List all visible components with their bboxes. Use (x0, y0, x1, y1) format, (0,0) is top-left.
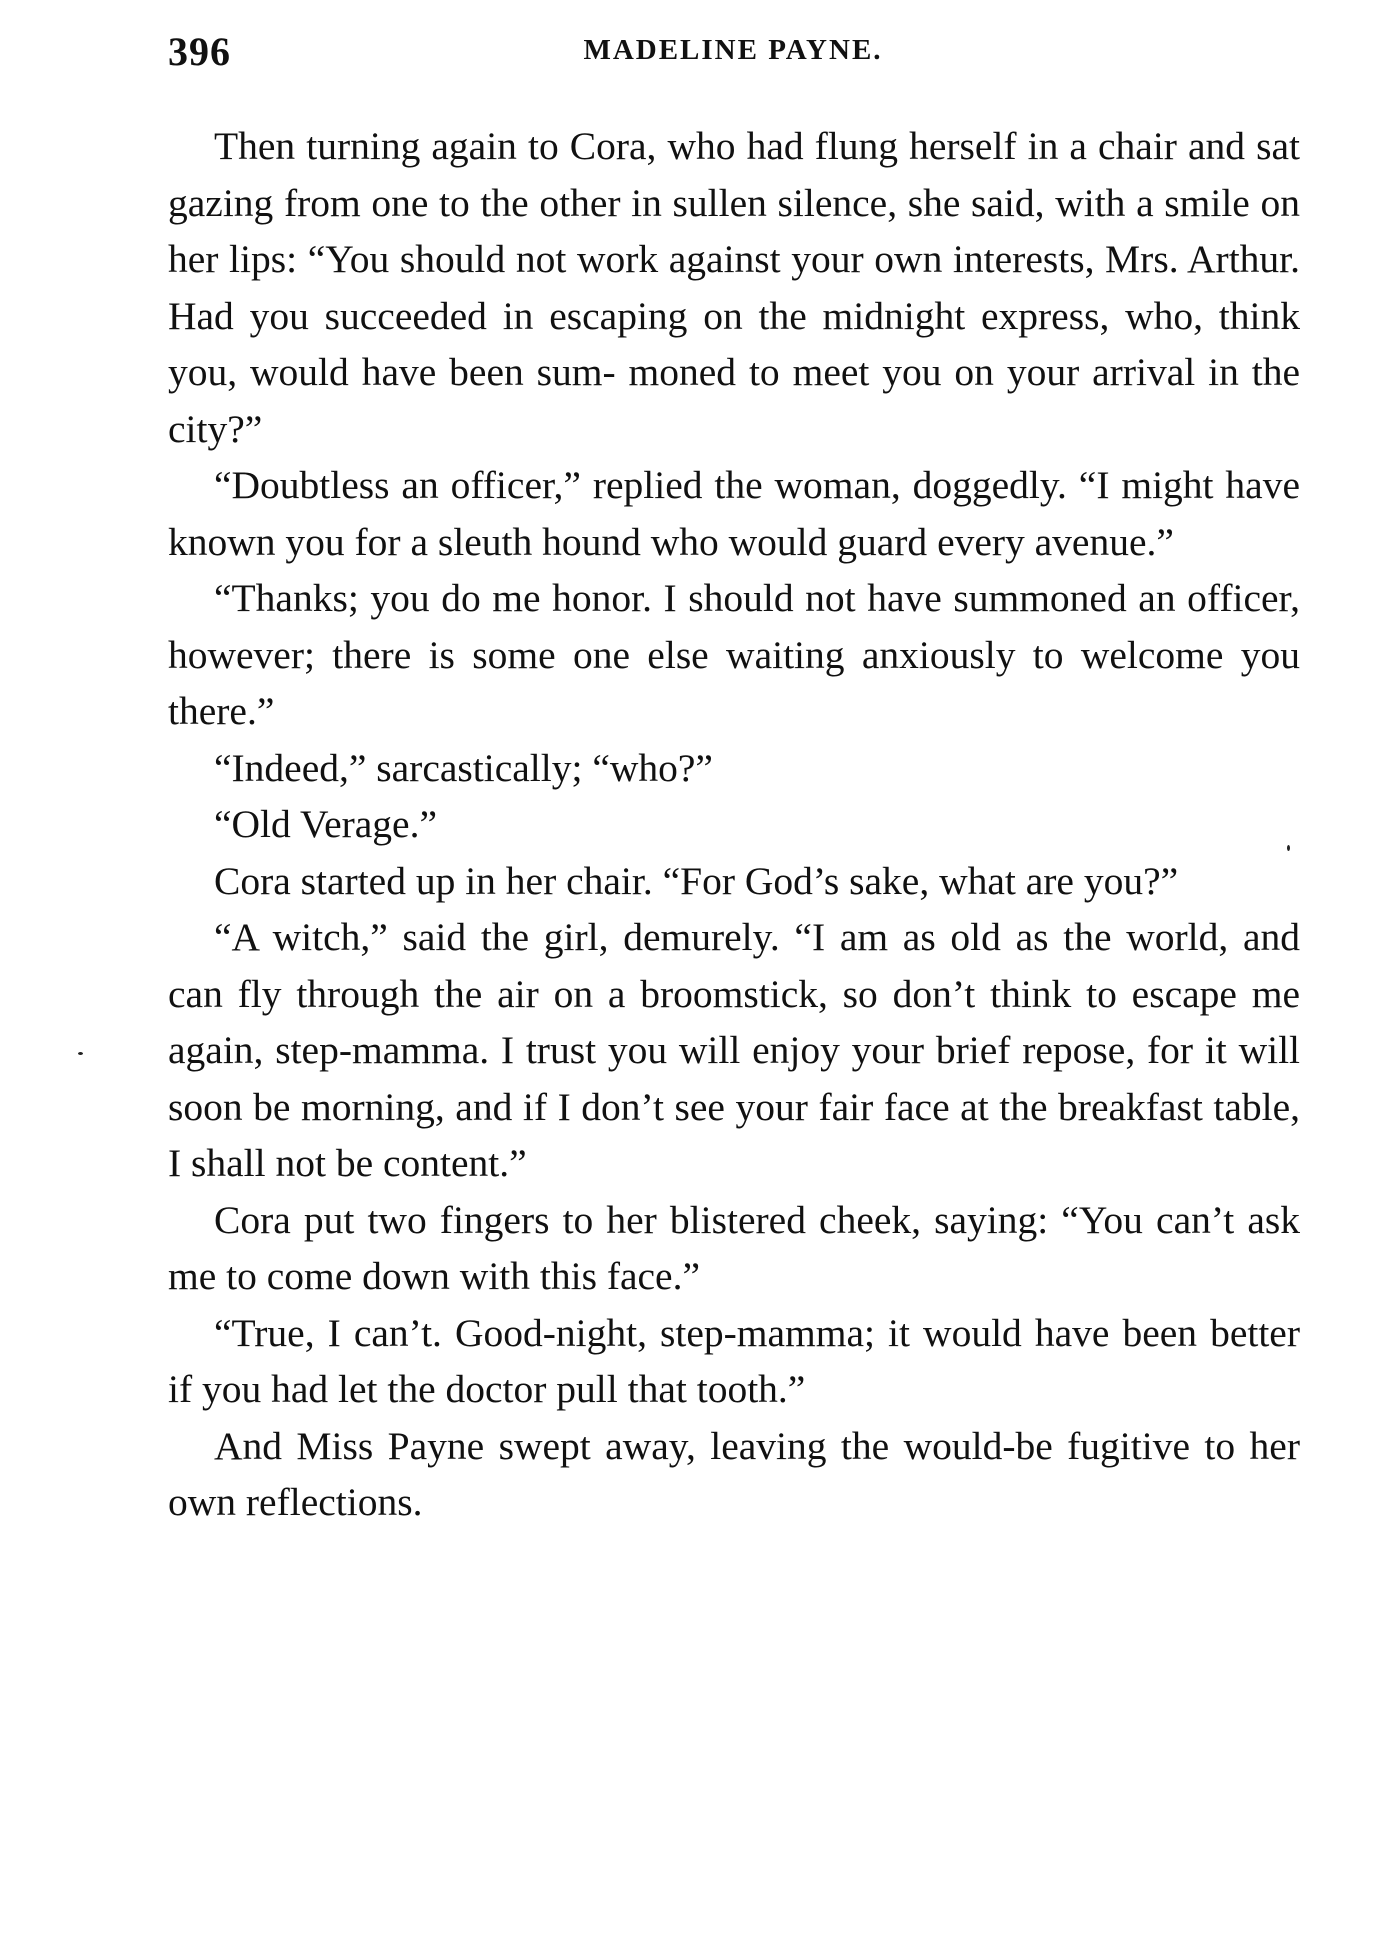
paragraph (168, 909, 1300, 1192)
paragraph (168, 1192, 1300, 1305)
text-line: the midnight express, who, think you, would have been sum- (168, 293, 1300, 394)
paragraph (168, 457, 1300, 570)
paragraph (168, 740, 1300, 797)
text-line: to her own reflections. (168, 1423, 1300, 1524)
print-speck (1287, 845, 1290, 851)
paragraph (168, 570, 1300, 740)
text-line: every avenue.” (937, 519, 1174, 564)
paragraph (168, 118, 1300, 457)
text-line: Cora put two fingers to her blistered cheek, saying: “You (214, 1197, 1143, 1242)
text-line: might have known you for a sleuth hound who would guard (168, 463, 1300, 564)
text-line: can’t ask me to come down with this face.” (168, 1197, 1301, 1298)
running-title: MADELINE PAYNE. (583, 34, 883, 66)
paragraph (168, 1305, 1300, 1418)
page-number: 396 (168, 29, 231, 74)
text-line: Cora started up in her chair. “For God’s sake, what are (214, 858, 1074, 903)
paragraph (168, 853, 1300, 910)
text-line: “Indeed,” sarcastically; “who?” (214, 745, 713, 790)
text-line: and sat gazing from one to the other in sullen silence, she said, (168, 124, 1300, 225)
text-line: brief repose, for it will soon be morning, and if I don’t see (168, 1028, 1301, 1129)
print-speck (78, 1052, 83, 1055)
text-line: own interests, Mrs. Arthur. Had you succeeded in escaping on (168, 237, 1301, 338)
text-line: Then turning again to Cora, who had flung herself in a chair (214, 124, 1177, 168)
text-line: your fair face at the breakfast table, I shall not be content.” (168, 1084, 1301, 1185)
text-line: “Old Verage.” (214, 802, 437, 846)
text-line: “True, I can’t. Good-night, step-mamma; it would have (214, 1310, 1110, 1355)
text-line: been better if you had let the doctor pull that tooth.” (168, 1310, 1300, 1411)
text-line: you?” (1083, 858, 1179, 903)
body-text (168, 118, 1300, 1531)
text-line: moned to meet you on your arrival in the city?” (168, 350, 1300, 451)
text-line: “Thanks; you do me honor. I should not have summoned (214, 576, 1127, 620)
text-line: an officer, however; there is some one else waiting anxiously to (168, 576, 1300, 677)
text-line: “Doubtless an officer,” replied the woman, doggedly. “I (214, 463, 1110, 507)
paragraph (168, 1418, 1300, 1531)
paragraph (168, 796, 1300, 853)
running-head (168, 28, 1298, 88)
text-line: with a smile on her lips: “You should not work against your (168, 180, 1300, 281)
text-line: world, and can fly through the air on a broomstick, so don’t think (168, 915, 1300, 1016)
text-line: welcome you there.” (168, 632, 1300, 733)
text-line: to escape me again, step-mamma. I trust you will enjoy your (168, 971, 1300, 1072)
text-line: “A witch,” said the girl, demurely. “I am as old as the (214, 915, 1112, 959)
text-line: And Miss Payne swept away, leaving the would-be fugitive (214, 1423, 1191, 1468)
